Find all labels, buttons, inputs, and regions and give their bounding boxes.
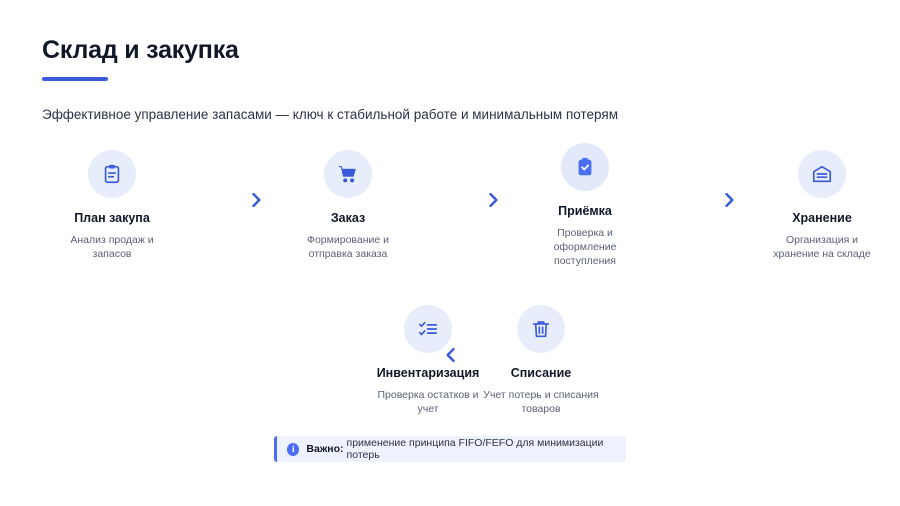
flow-node-hranenie[interactable] bbox=[747, 150, 897, 261]
flow-node-spisanie[interactable] bbox=[466, 305, 616, 416]
flow-node-desc: Проверка остатков и учет bbox=[377, 389, 479, 416]
flow-node-zakaz[interactable] bbox=[273, 150, 423, 261]
note-text: применение принципа FIFO/FEFO для минимизации потерь bbox=[346, 437, 604, 461]
clipboard-icon bbox=[88, 150, 136, 198]
flow-node-priyomka[interactable] bbox=[510, 143, 660, 269]
flow-node-desc: Учет потерь и списания товаров bbox=[483, 389, 599, 416]
flow-node-desc: Организация и хранение на складе bbox=[773, 234, 871, 261]
flow-node-label: План закупа bbox=[74, 211, 150, 225]
flow-node-label: Инвентаризация bbox=[376, 366, 480, 380]
chevron-right-icon bbox=[246, 190, 266, 210]
flow-node-plan-zakupa[interactable] bbox=[37, 150, 187, 261]
flow-node-label: Хранение bbox=[792, 211, 852, 225]
flow-node-label: Списание bbox=[510, 366, 572, 380]
chevron-left-icon bbox=[441, 345, 461, 365]
flow-node-desc: Анализ продаж и запасов bbox=[70, 234, 154, 261]
flow-row-primary bbox=[42, 146, 871, 276]
shopping-cart-icon bbox=[324, 150, 372, 198]
flow-node-label: Приёмка bbox=[558, 204, 612, 218]
clipboard-check-icon bbox=[561, 143, 609, 191]
chevron-right-icon bbox=[483, 190, 503, 210]
chevron-right-icon bbox=[719, 190, 739, 210]
important-note bbox=[274, 436, 626, 462]
flow-node-desc: Проверка и оформление поступления bbox=[553, 227, 617, 268]
page-subtitle: Эффективное управление запасами — ключ к стабильной работе и минимальным потерям bbox=[42, 107, 618, 122]
flow-node-label: Заказ bbox=[330, 211, 366, 225]
trash-icon bbox=[517, 305, 565, 353]
warehouse-icon bbox=[798, 150, 846, 198]
flow-row-secondary bbox=[42, 284, 860, 416]
page-title: Склад и закупка bbox=[42, 36, 239, 64]
info-icon: i bbox=[287, 443, 299, 456]
flow-node-desc: Формирование и отправка заказа bbox=[306, 234, 389, 261]
note-label: Важно: bbox=[306, 443, 344, 455]
title-underline bbox=[42, 77, 108, 81]
